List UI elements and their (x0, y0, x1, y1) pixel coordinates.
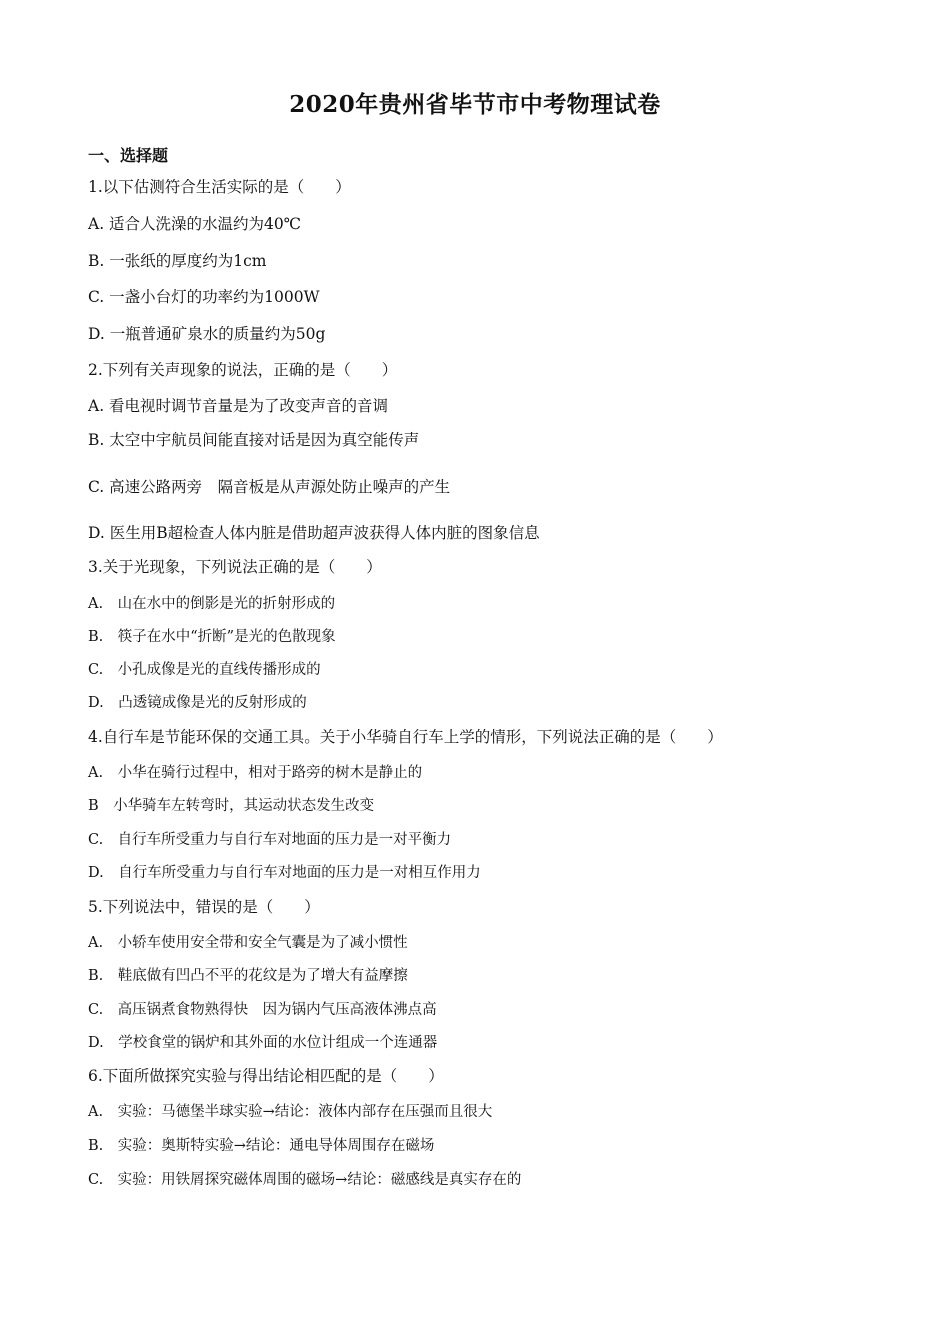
q3-option-c: C. 小孔成像是光的直线传播形成的 (88, 662, 321, 678)
q1-option-b: B. 一张纸的厚度约为1cm (88, 252, 267, 270)
q5-option-a: A. 小轿车使用安全带和安全气囊是为了减小惯性 (88, 935, 408, 951)
question-4: 4.自行车是节能环保的交通工具。关于小华骑自行车上学的情形，下列说法正确的是（ ） (88, 728, 723, 746)
page-title: 2020年贵州省毕节市中考物理试卷 (289, 91, 661, 118)
q3-option-a: A. 山在水中的倒影是光的折射形成的 (88, 596, 336, 612)
q6-option-a: A. 实验：马德堡半球实验→结论：液体内部存在压强而且很大 (88, 1104, 493, 1120)
question-3: 3.关于光现象，下列说法正确的是（ ） (88, 558, 382, 576)
q6-option-c: C. 实验：用铁屑探究磁体周围的磁场→结论：磁感线是真实存在的 (88, 1172, 522, 1188)
q4-option-c: C. 自行车所受重力与自行车对地面的压力是一对平衡力 (88, 832, 452, 848)
q4-option-b: B 小华骑车左转弯时，其运动状态发生改变 (88, 798, 375, 814)
q1-option-d: D. 一瓶普通矿泉水的质量约为50g (88, 325, 326, 343)
q5-option-b: B. 鞋底做有凹凸不平的花纹是为了增大有益摩擦 (88, 968, 408, 984)
q2-option-c: C. 高速公路两旁 隔音板是从声源处防止噪声的产生 (88, 478, 451, 496)
question-5: 5.下列说法中，错误的是（ ） (88, 898, 320, 916)
q2-option-d: D. 医生用B超检查人体内脏是借助超声波获得人体内脏的图象信息 (88, 524, 540, 542)
question-2: 2.下列有关声现象的说法，正确的是（ ） (88, 361, 398, 379)
question-1: 1.以下估测符合生活实际的是（ ） (88, 178, 351, 196)
q4-option-d: D. 自行车所受重力与自行车对地面的压力是一对相互作用力 (88, 865, 481, 881)
q1-option-c: C. 一盏小台灯的功率约为1000W (88, 288, 320, 306)
q2-option-b: B. 太空中宇航员间能直接对话是因为真空能传声 (88, 431, 420, 449)
q2-option-a: A. 看电视时调节音量是为了改变声音的音调 (88, 397, 389, 415)
q4-option-a: A. 小华在骑行过程中，相对于路旁的树木是静止的 (88, 765, 423, 781)
q5-option-d: D. 学校食堂的锅炉和其外面的水位计组成一个连通器 (88, 1035, 438, 1051)
q1-option-a: A. 适合人洗澡的水温约为40℃ (88, 215, 302, 233)
question-6: 6.下面所做探究实验与得出结论相匹配的是（ ） (88, 1067, 444, 1085)
q3-option-d: D. 凸透镜成像是光的反射形成的 (88, 695, 307, 711)
q5-option-c: C. 高压锅煮食物熟得快 因为锅内气压高液体沸点高 (88, 1002, 437, 1018)
q3-option-b: B. 筷子在水中“折断”是光的色散现象 (88, 629, 336, 645)
q6-option-b: B. 实验：奥斯特实验→结论：通电导体周围存在磁场 (88, 1138, 435, 1154)
section-heading: 一、选择题 (88, 146, 169, 165)
